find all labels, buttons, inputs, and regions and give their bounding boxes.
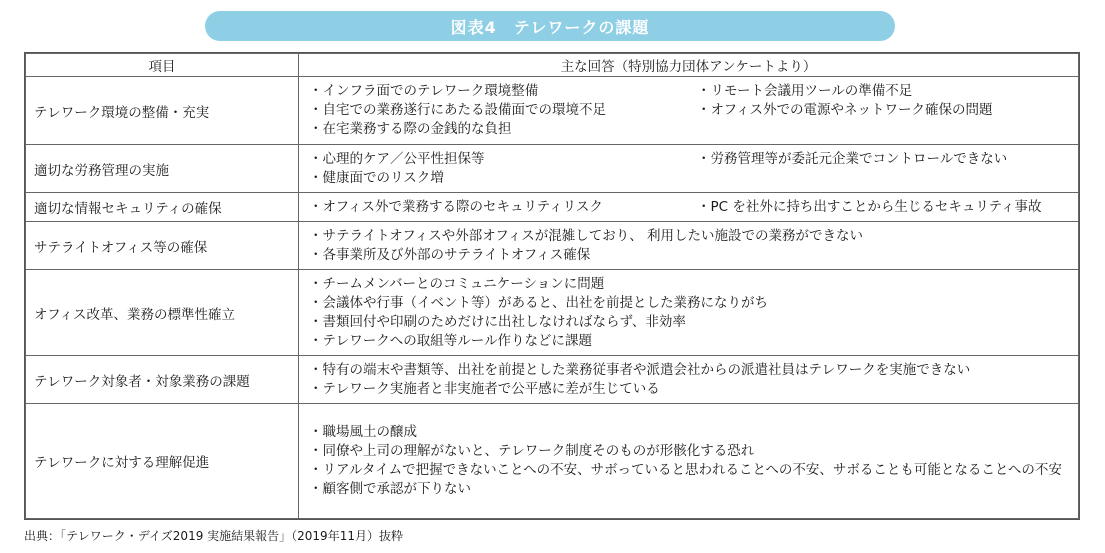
answer-line: ・リモート会議用ツールの準備不足 [697, 83, 913, 99]
row-answers [299, 77, 1079, 145]
table-row [26, 356, 1079, 404]
answer-line: ・心理的ケア／公平性担保等 [309, 150, 485, 167]
answer-line: ・テレワーク実施者と非実施者で公平感に差が生じている [309, 380, 660, 397]
answer-line: ・自宅での業務遂行にあたる設備面での環境不足 [309, 102, 606, 118]
header-item: 項目 [26, 54, 299, 77]
row-item-label: 適切な労務管理の実施 [26, 145, 299, 193]
table-row [26, 193, 1079, 222]
answer-line: ・各事業所及び外部のサテライトオフィス確保 [309, 246, 591, 263]
answer-line: ・会議体や行事（イベント等）があると、出社を前提とした業務になりがち [309, 294, 768, 311]
row-answers [299, 270, 1079, 356]
answer-line: ・オフィス外で業務する際のセキュリティリスク [309, 198, 603, 215]
header-answer: 主な回答（特別協力団体アンケートより） [299, 54, 1079, 77]
answer-line: ・オフィス外での電源やネットワーク確保の問題 [697, 102, 993, 118]
answer-line: ・顧客側で承認が下りない [309, 481, 471, 497]
source-note: 出典：「テレワーク・デイズ2019 実施結果報告」（2019年11月）抜粋 [24, 529, 403, 543]
issues-table-container [24, 52, 1080, 520]
answer-line: ・インフラ面でのテレワーク環境整備 [309, 83, 539, 99]
table-row [26, 404, 1079, 519]
answer-line: ・リアルタイムで把握できないことへの不安、サボっていると思われることへの不安、サボることも可能となることへの不安 [309, 462, 1062, 478]
table-row [26, 145, 1079, 193]
row-answers [299, 356, 1079, 404]
issues-table [25, 53, 1079, 519]
row-item-label: テレワーク対象者・対象業務の課題 [26, 356, 299, 404]
row-answers [299, 193, 1079, 222]
table-row [26, 222, 1079, 270]
row-item-label: テレワーク環境の整備・充実 [26, 77, 299, 145]
answer-line: ・書類回付や印刷のためだけに出社しなければならず、非効率 [309, 313, 686, 330]
row-item-label: テレワークに対する理解促進 [26, 404, 299, 519]
table-row [26, 270, 1079, 356]
figure-title: 図表4 テレワークの課題 [450, 17, 650, 37]
table-row [26, 77, 1079, 145]
answer-line: ・職場風土の醸成 [309, 424, 417, 440]
table-header-row [26, 54, 1079, 77]
answer-line: ・チームメンバーとのコミュニケーションに問題 [309, 275, 605, 292]
answer-line: ・健康面でのリスク増 [309, 169, 444, 186]
answer-line: ・在宅業務する際の金銭的な負担 [309, 121, 512, 137]
row-item-label: オフィス改革、業務の標準性確立 [26, 270, 299, 356]
answer-line: ・労務管理等が委託元企業でコントロールできない [697, 150, 1008, 167]
row-answers [299, 404, 1079, 519]
row-answers [299, 145, 1079, 193]
answer-line: ・同僚や上司の理解がないと、テレワーク制度そのものが形骸化する恐れ [309, 443, 755, 459]
title-banner [205, 11, 895, 41]
answer-line: ・テレワークへの取組等ルール作りなどに課題 [309, 332, 592, 349]
answer-line: ・サテライトオフィスや外部オフィスが混雑しており、 利用したい施設での業務ができない [309, 227, 864, 244]
row-item-label: サテライトオフィス等の確保 [26, 222, 299, 270]
row-answers [299, 222, 1079, 270]
row-item-label: 適切な情報セキュリティの確保 [26, 193, 299, 222]
answer-line: ・特有の端末や書類等、出社を前提とした業務従事者や派遣会社からの派遣社員はテレワークを実施できない [309, 361, 971, 378]
answer-line: ・PC を社外に持ち出すことから生じるセキュリティ事故 [697, 198, 1042, 215]
